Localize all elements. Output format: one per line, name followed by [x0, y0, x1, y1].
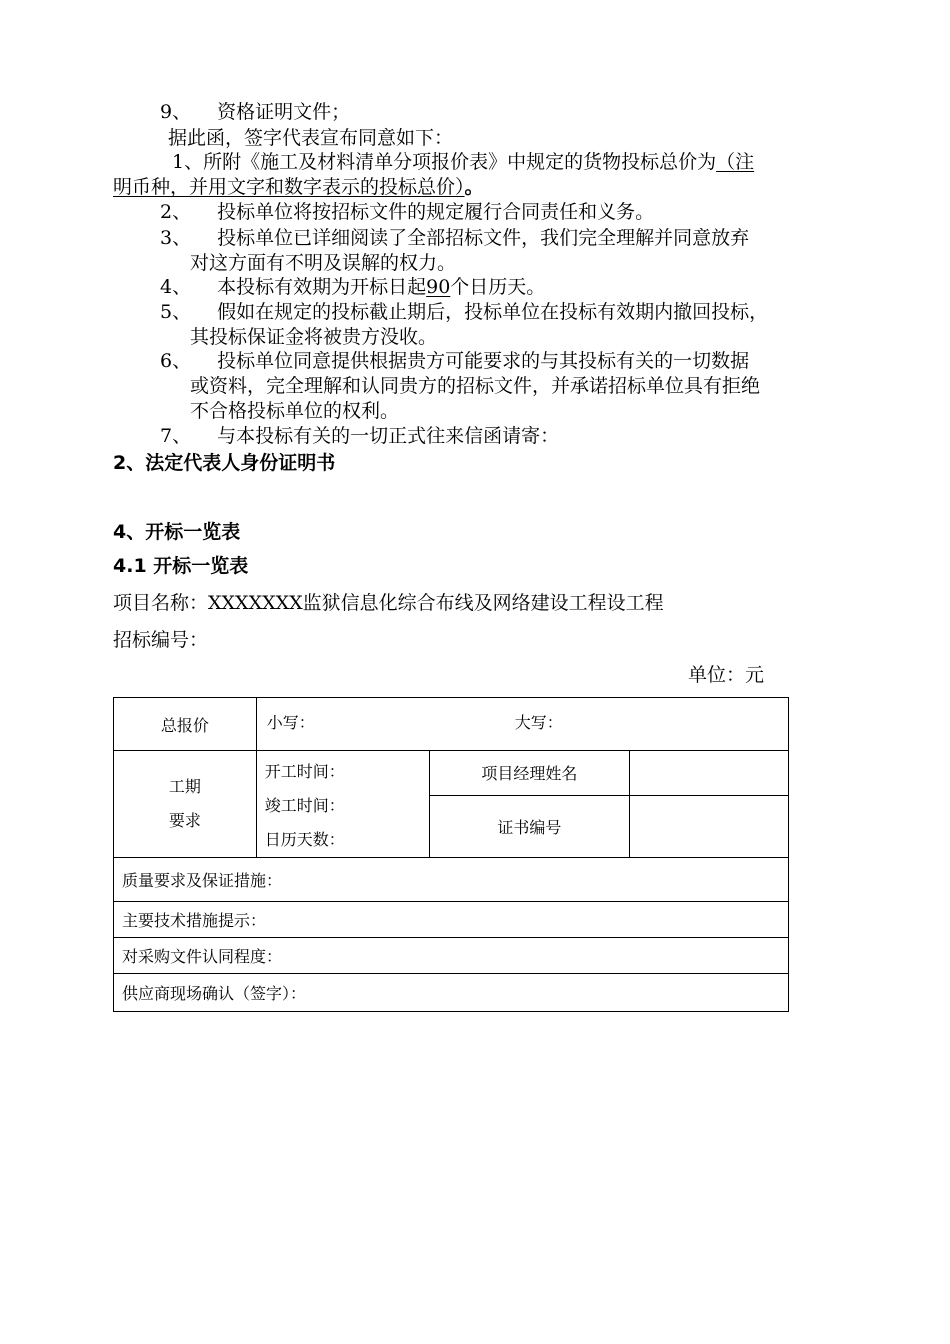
start-time-label: 开工时间：	[264, 762, 345, 781]
table-row-period-1	[114, 751, 789, 796]
heading-legal-representative: 2、法定代表人身份证明书	[113, 452, 336, 474]
item-1-underlined-note: 明币种，并用文字和数字表示的投标总价）	[113, 176, 465, 198]
item-9-number: 9、	[160, 101, 192, 123]
item-6-number: 6、	[160, 350, 192, 372]
item-9-text: 资格证明文件；	[217, 101, 351, 123]
period-label-line-1: 工期	[168, 777, 201, 796]
finish-time-label: 竣工时间：	[264, 796, 345, 815]
total-price-values	[256, 698, 788, 751]
lowercase-label: 小写：	[266, 713, 315, 732]
table-row-total-price	[114, 698, 789, 751]
item-5-text: 假如在规定的投标截止期后，投标单位在投标有效期内撤回投标，	[217, 301, 769, 323]
approval-label: 对采购文件认同程度：	[114, 938, 789, 974]
item-4-text: 本投标有效期为开标日起	[217, 276, 427, 298]
item-1-underlined-start: （注	[716, 151, 755, 173]
item-1-line-1	[172, 150, 754, 174]
item-7-text: 与本投标有关的一切正式往来信函请寄：	[217, 425, 560, 447]
item-5-number: 5、	[160, 301, 192, 323]
period-label-line-2: 要求	[168, 811, 201, 830]
item-3-number: 3、	[160, 227, 192, 249]
cert-no-value	[630, 795, 789, 857]
item-6-line-3: 不合格投标单位的权利。	[190, 400, 400, 422]
cert-no-label: 证书编号	[429, 795, 630, 857]
item-1-line-2	[113, 175, 484, 199]
item-3-line-1	[160, 226, 749, 250]
item-6-line-1	[160, 349, 749, 373]
item-3-line-2: 对这方面有不明及误解的权力。	[190, 252, 457, 274]
heading-opening-list-sub: 4.1 开标一览表	[113, 555, 249, 577]
item-2-text: 投标单位将按招标文件的规定履行合同责任和义务。	[217, 201, 655, 223]
item-5-line-2: 其投标保证金将被贵方没收。	[190, 326, 438, 348]
item-3-text: 投标单位已详细阅读了全部招标文件，我们完全理解并同意放弃	[217, 227, 750, 249]
project-name-line: 项目名称：XXXXXXX监狱信息化综合布线及网络建设工程设工程	[113, 592, 664, 614]
item-7	[160, 424, 559, 448]
item-2-number: 2、	[160, 201, 192, 223]
item-9	[160, 100, 350, 124]
pm-name-label: 项目经理姓名	[429, 751, 630, 796]
item-2	[160, 200, 654, 224]
total-price-label: 总报价	[114, 698, 257, 751]
table-row-supplier-confirm	[114, 974, 789, 1012]
uppercase-label: 大写：	[514, 713, 563, 732]
item-4-days: 90	[426, 276, 451, 298]
item-6-text: 投标单位同意提供根据贵方可能要求的与其投标有关的一切数据	[217, 350, 750, 372]
table-row-approval	[114, 938, 789, 974]
item-4-text-end: 个日历天。	[450, 276, 546, 298]
calendar-days-label: 日历天数：	[264, 830, 345, 849]
item-4-number: 4、	[160, 276, 192, 298]
item-4	[160, 275, 545, 299]
tech-label: 主要技术措施提示：	[114, 902, 789, 938]
period-label	[114, 751, 257, 858]
tender-number-line: 招标编号：	[113, 629, 209, 651]
item-5-line-1	[160, 300, 768, 324]
opening-list-table	[113, 697, 789, 1012]
item-1-period: 。	[464, 176, 484, 198]
item-1-text: 1、所附《施工及材料清单分项报价表》中规定的货物投标总价为	[172, 151, 717, 173]
heading-opening-list: 4、开标一览表	[113, 521, 241, 543]
unit-label: 单位：元	[688, 664, 765, 686]
pm-name-value	[630, 751, 789, 796]
table-row-tech	[114, 902, 789, 938]
supplier-confirm-label: 供应商现场确认（签字）：	[114, 974, 789, 1012]
intro-line: 据此函，签字代表宣布同意如下：	[168, 127, 454, 149]
quality-label: 质量要求及保证措施：	[114, 858, 789, 902]
period-dates	[256, 751, 429, 858]
item-6-line-2: 或资料，完全理解和认同贵方的招标文件，并承诺招标单位具有拒绝	[190, 375, 761, 397]
item-7-number: 7、	[160, 425, 192, 447]
table-row-quality	[114, 858, 789, 902]
